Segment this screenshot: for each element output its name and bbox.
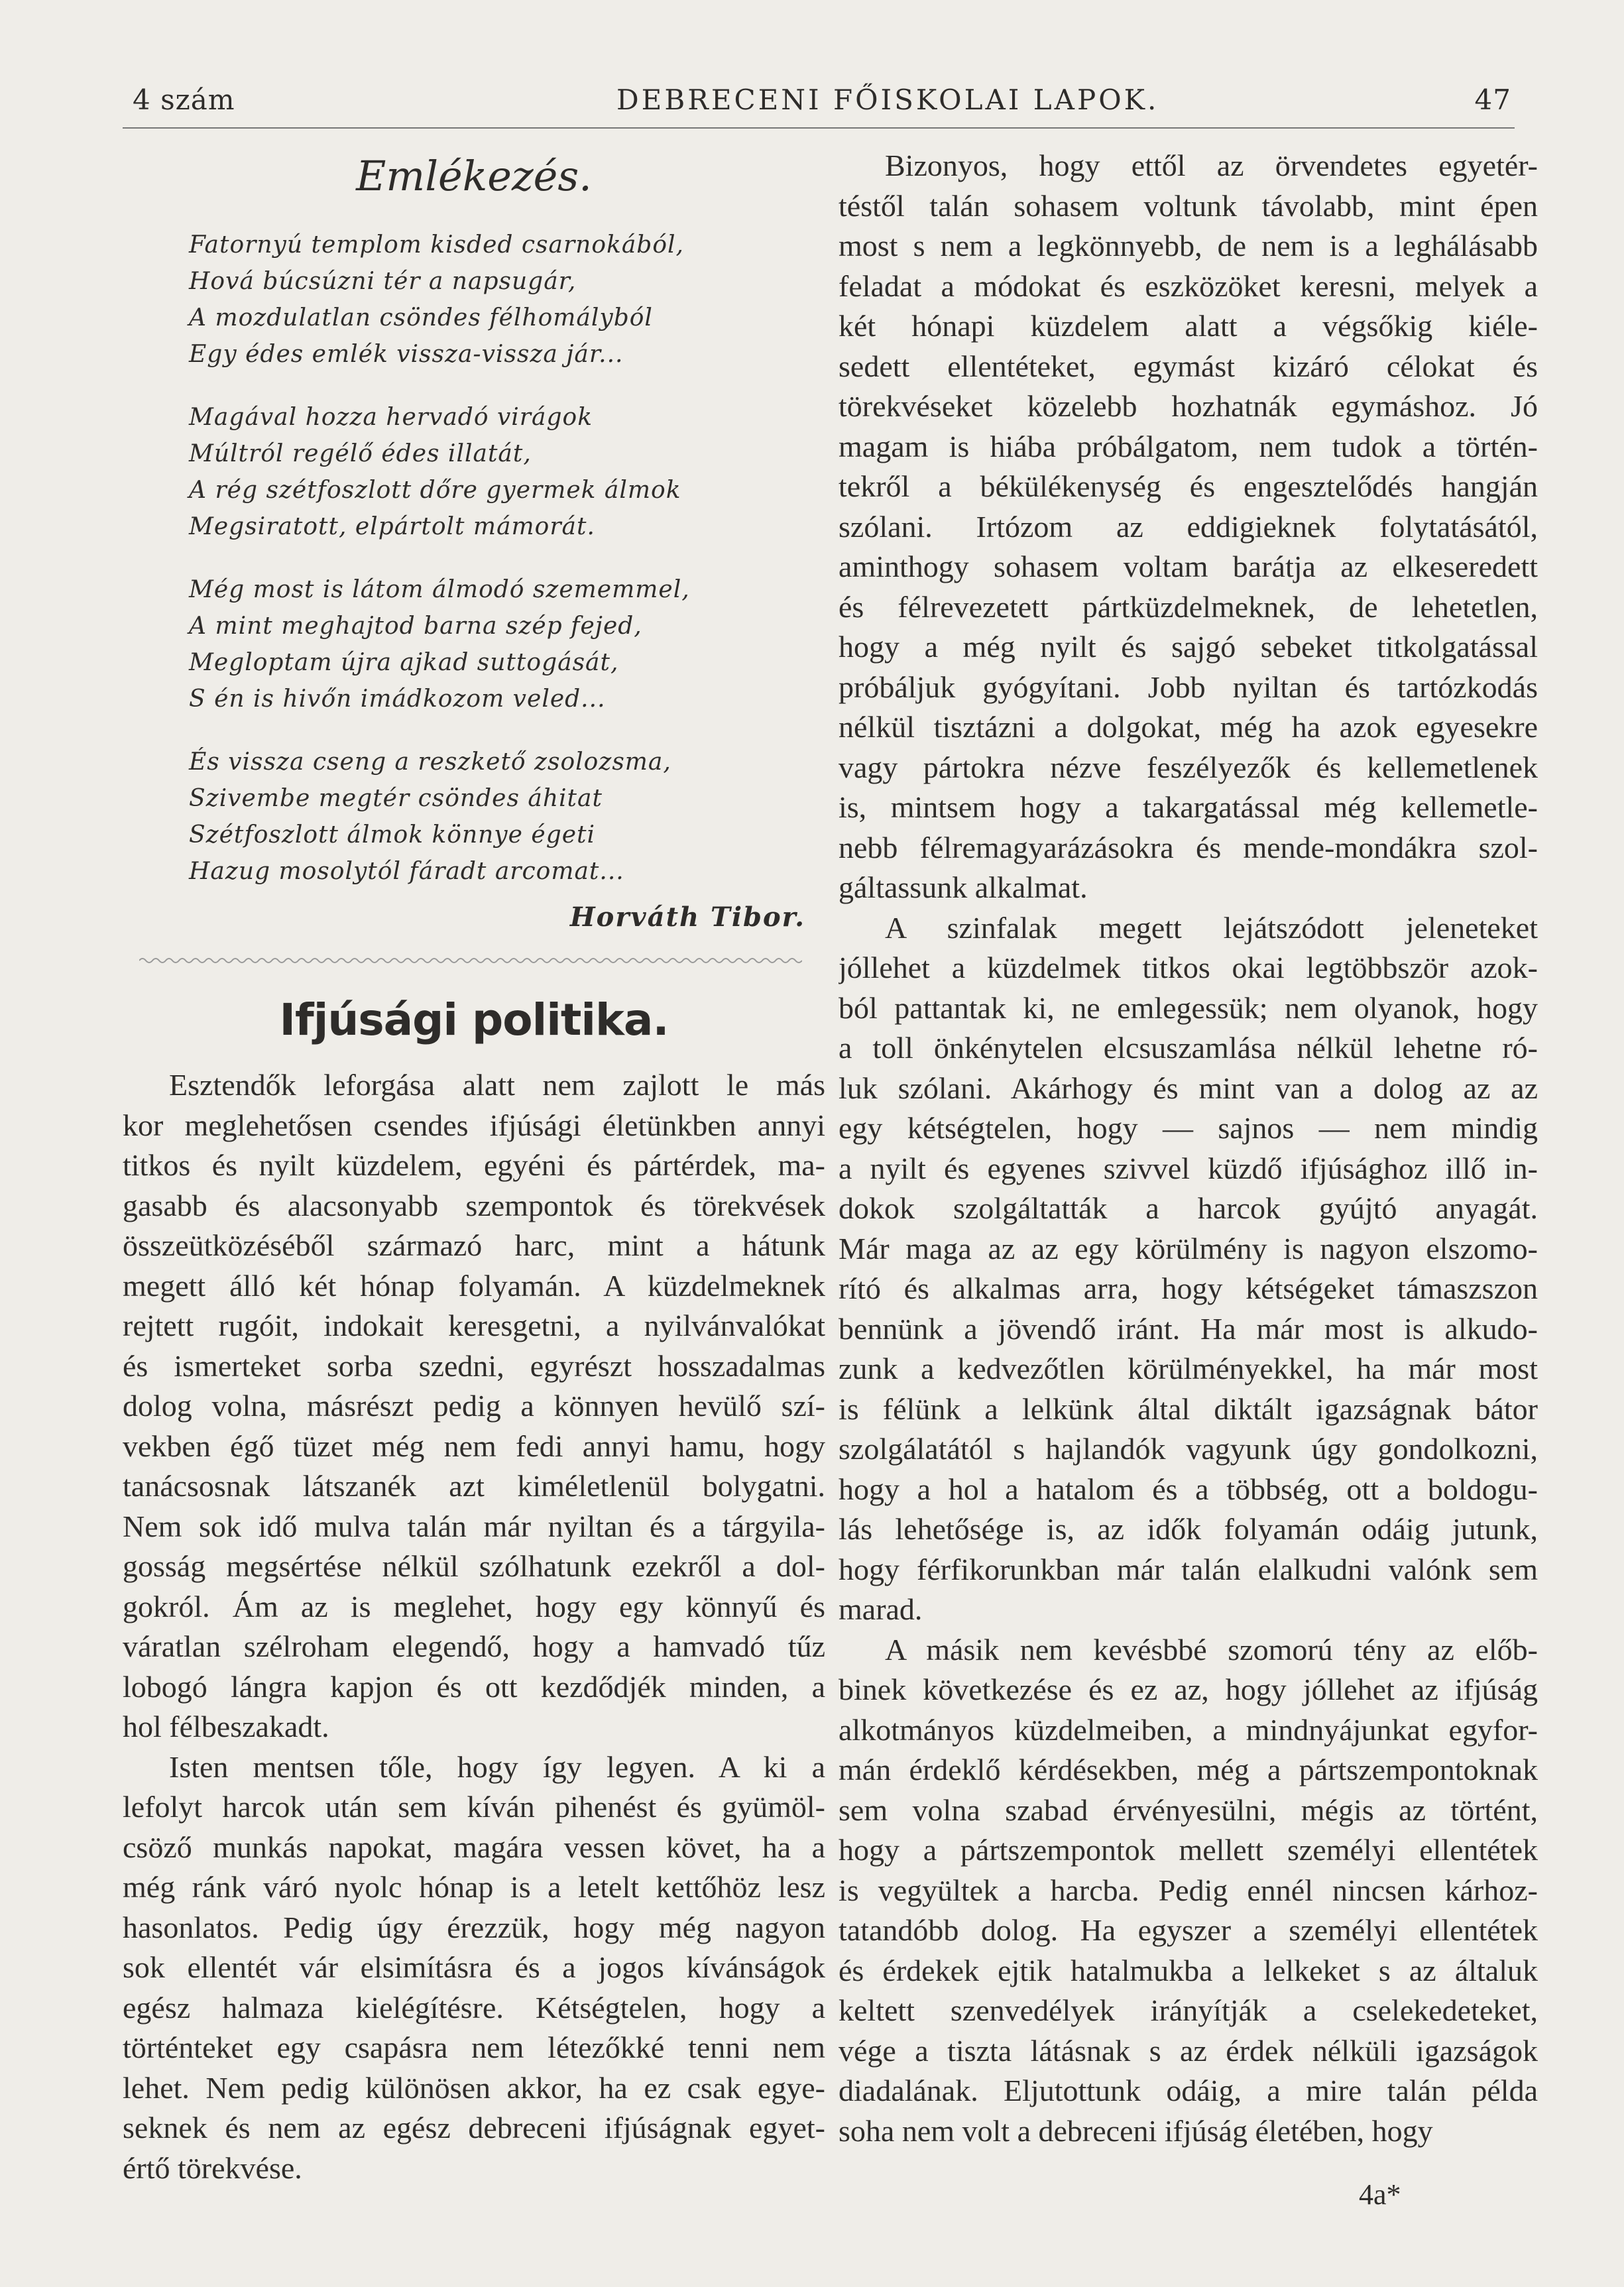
text-line: A szinfalak megett lejátszódott jeleneteket — [885, 910, 1538, 945]
text-line: magam is hiába próbálgatom, nem tudok a történ- — [839, 429, 1538, 463]
text-line: lás lehetősége is, az idők folyamán odáig jutunk, — [839, 1512, 1538, 1546]
text-line: összeütközéséből származó harc, mint a hátunk — [123, 1228, 825, 1262]
text-line: történteket egy csapásra nem létezőkké tenni nem — [123, 2030, 825, 2064]
text-line: keltett szenvedélyek irányítják a cselekedeteket, — [839, 1993, 1538, 2027]
text-line: soha nem volt a debreceni ifjúság életében, hogy — [839, 2113, 1433, 2148]
poem-stanza — [189, 744, 825, 890]
text-line: és félrevezetett pártküzdelmeknek, de lehetetlen, — [839, 589, 1538, 624]
text-line: vagy pártokra nézve feszélyezők és kellemetlenek — [839, 750, 1538, 784]
text-line: megett álló két hónap folyamán. A küzdelmeknek — [123, 1268, 825, 1303]
text-line: is félünk a lelkünk által diktált igazságnak bátor — [839, 1391, 1538, 1426]
paragraph — [123, 1747, 825, 2189]
signature-mark: 4a* — [1359, 2178, 1401, 2211]
poem-line: A mint meghajtod barna szép fejed, — [189, 613, 642, 640]
text-line: titkos és nyilt küzdelem, egyéni és pártérdek, ma- — [123, 1148, 825, 1182]
text-line: bennünk a jövendő iránt. Ha már most is alkudo- — [839, 1311, 1538, 1346]
text-line: diadalának. Eljutottunk odáig, a mire talán példa — [839, 2074, 1538, 2107]
paragraph — [839, 1630, 1538, 2152]
text-line: hogy a még nyilt és sajgó sebeket titkolgatással — [839, 630, 1538, 664]
poem-line: A rég szétfoszlott dőre gyermek álmok — [189, 477, 681, 504]
paragraph — [839, 908, 1538, 1630]
poem-line: És vissza cseng a reszkető zsolozsma, — [189, 748, 671, 776]
text-line: sok ellentét vár elsimításra és a jogos kívánságok — [123, 1950, 825, 1984]
text-line: jóllehet a küzdelmek titkos okai legtöbbször azok- — [839, 951, 1538, 984]
text-line: ból pattantak ki, ne emlegessük; nem olyanok, hogy — [839, 990, 1538, 1025]
poem-line: S én is hivőn imádkozom veled... — [189, 685, 606, 713]
text-line: két hónapi küzdelem alatt a végsőkig kiéle- — [839, 309, 1538, 343]
text-line: a toll önkénytelen elcsuszamlása nélkül lehetne ró- — [839, 1031, 1538, 1065]
poem-line: Múltról regélő édes illatát, — [189, 440, 532, 467]
text-line: vekben égő tüzet még nem fedi annyi hamu, hogy — [123, 1429, 825, 1463]
text-line: most s nem a legkönnyebb, de nem is a leghálásabb — [839, 229, 1538, 263]
article-title: Ifjúsági politika. — [279, 994, 669, 1045]
page-number: 47 — [1474, 84, 1511, 116]
poem-title: Emlékezés. — [356, 152, 592, 200]
text-line: seknek és nem az egész debreceni ifjúságnak egyet- — [123, 2111, 825, 2144]
text-line: és érdekek ejtik hatalmukba a lelkeket s az általuk — [839, 1953, 1538, 1987]
text-line: hasonlatos. Pedig úgy érezzük, hogy még nagyon — [123, 1910, 825, 1944]
text-line: szólani. Irtózom az eddigieknek folytatásától, — [839, 509, 1538, 544]
text-line: gáltassunk alkalmat. — [839, 870, 1088, 904]
paragraph — [123, 1065, 825, 1747]
article-body-left — [123, 1065, 825, 2188]
paragraph — [839, 146, 1538, 908]
poem-line: A mozdulatlan csöndes félhomályból — [189, 304, 653, 331]
text-line: nebb félremagyarázásokra és mende-mondákra szol- — [839, 830, 1538, 864]
text-line: hol félbeszakadt. — [123, 1710, 329, 1743]
text-line: zunk a kedvezőtlen körülményekkel, ha már most — [839, 1352, 1538, 1385]
poem-stanza — [189, 571, 825, 717]
text-line: is, mintsem hogy a takargatással még kellemetle- — [839, 790, 1538, 824]
text-line: sem volna szabad érvényesülni, mégis az történt, — [839, 1792, 1538, 1827]
poem-line: Még most is látom álmodó szememmel, — [189, 576, 690, 603]
poem-line: Szivembe megtér csöndes áhitat — [189, 785, 603, 812]
text-line: dolog volna, másrészt pedig a könnyen hevülő szí- — [123, 1389, 825, 1423]
text-line: sedett ellentéteket, egymást kizáró célokat és — [839, 349, 1538, 383]
text-line: vége a tiszta látásnak s az érdek nélküli igazságok — [839, 2033, 1538, 2068]
text-line: gosság megsértése nélkül szólhatunk ezekről a dol- — [123, 1549, 825, 1583]
text-line: szolgálatától s hajlandók vagyunk úgy gondolkozni, — [839, 1432, 1538, 1466]
text-line: feladat a módokat és eszközöket keresni, melyek a — [839, 268, 1538, 303]
text-line: hogy férfikorunkban már talán elalkudni valónk sem — [839, 1552, 1538, 1586]
text-line: téstől talán sohasem voltunk távolabb, mint épen — [839, 188, 1538, 223]
text-line: tekről a békülékenység és engesztelődés hangján — [839, 469, 1538, 503]
text-line: váratlan szélroham elegendő, hogy a hamvadó tűz — [123, 1629, 825, 1663]
text-line: is vegyültek a harcba. Pedig ennél nincsen kárhoz- — [839, 1873, 1538, 1907]
text-line: lehet. Nem pedig különösen akkor, ha ez csak egye- — [123, 2070, 825, 2105]
text-line: luk szólani. Akárhogy és mint van a dolog az az — [839, 1071, 1538, 1105]
text-line: gokról. Ám az is meglehet, hogy egy könnyű és — [123, 1589, 825, 1623]
text-line: A másik nem kevésbbé szomorú tény az előb- — [885, 1632, 1538, 1667]
text-line: Bizonyos, hogy ettől az örvendetes egyetér- — [885, 148, 1538, 182]
text-line: hogy a hol a hatalom és a többség, ott a boldogu- — [839, 1472, 1538, 1506]
poem-line: Fatornyú templom kisded csarnokából, — [189, 231, 684, 259]
text-line: lefolyt harcok után sem kíván pihenést és gyümöl- — [123, 1790, 825, 1824]
journal-title: DEBRECENI FŐISKOLAI LAPOK. — [616, 84, 1159, 116]
right-column — [839, 146, 1538, 2151]
text-line: kor meglehetősen csendes ifjúsági életünkben annyi — [123, 1108, 825, 1142]
text-line: Már maga az az egy körülmény is nagyon elszomo- — [839, 1231, 1538, 1265]
article-body-right — [839, 146, 1538, 2151]
text-line: tatandóbb dolog. Ha egyszer a személyi ellentétek — [839, 1913, 1538, 1947]
text-line: egész halmaza kielégítésre. Kétségtelen, hogy a — [123, 1990, 825, 2024]
text-line: aminthogy sohasem voltam barátja az elkeseredett — [839, 550, 1538, 583]
poem-line: Magával hozza hervadó virágok — [189, 404, 593, 431]
poem-line: Egy édes emlék vissza-vissza jár... — [189, 341, 624, 368]
text-line: egy kétségtelen, hogy — sajnos — nem mindig — [839, 1111, 1538, 1145]
text-line: nélkül tisztázni a dolgokat, még ha azok egyesekre — [839, 710, 1538, 744]
text-line: rító és alkalmas arra, hogy kétségeket támaszszon — [839, 1271, 1538, 1305]
poem-line: Megloptam újra ajkad suttogását, — [189, 649, 619, 676]
poem-stanza — [189, 399, 825, 545]
poem-stanza — [189, 227, 825, 373]
text-line: törekvéseket közelebb hozhatnák egymáshoz. Jó — [839, 389, 1538, 423]
text-line: és ismerteket sorba szedni, egyrészt hosszadalmas — [123, 1348, 825, 1383]
text-line: a nyilt és egyenes szivvel küzdő ifjúsághoz illő in- — [839, 1151, 1538, 1185]
issue-number: 4 szám — [133, 84, 235, 116]
text-line: Esztendők leforgása alatt nem zajlott le más — [169, 1068, 825, 1102]
text-line: alkotmányos küzdelmeiben, a mindnyájunkat egyfor- — [839, 1712, 1538, 1747]
text-line: Isten mentsen tőle, hogy így legyen. A ki a — [169, 1749, 825, 1784]
text-line: rejtett rugóit, indokait keresgetni, a nyilvánvalókat — [123, 1309, 825, 1342]
poem-line: Megsiratott, elpártolt mámorát. — [189, 513, 595, 540]
text-line: dokok szolgáltatták a harcok gyújtó anyagát. — [839, 1191, 1538, 1225]
header-rule — [123, 127, 1515, 129]
wavy-divider — [139, 956, 802, 965]
poem-line: Hazug mosolytól fáradt arcomat... — [189, 858, 624, 885]
text-line: még ránk váró nyolc hónap is a letelt kettőhöz lesz — [123, 1870, 825, 1904]
text-line: csöző munkás napokat, magára vessen követ, ha a — [123, 1830, 825, 1864]
text-line: próbáljuk gyógyítani. Jobb nyiltan és tartózkodás — [839, 670, 1538, 704]
text-line: mán érdeklő kérdésekben, még a pártszempontoknak — [839, 1753, 1538, 1787]
text-line: binek következése és ez az, hogy jóllehet az ifjúság — [839, 1672, 1538, 1706]
poem-line: Hová búcsúzni tér a napsugár, — [189, 268, 577, 295]
text-line: gasabb és alacsonyabb szempontok és törekvések — [123, 1188, 825, 1222]
running-header — [126, 78, 1518, 125]
text-line: lobogó lángra kapjon és ott kezdődjék minden, a — [123, 1669, 825, 1704]
text-line: értő törekvése. — [123, 2150, 302, 2185]
poem-author: Horváth Tibor. — [569, 902, 805, 933]
poem-body — [123, 227, 825, 890]
text-line: tanácsosnak látszanék azt kiméletlenül bolygatni. — [123, 1469, 825, 1503]
poem-line: Szétfoszlott álmok könnye égeti — [189, 821, 596, 849]
text-line: marad. — [839, 1592, 923, 1626]
text-line: hogy a pártszempontok mellett személyi ellentétek — [839, 1833, 1538, 1867]
text-line: Nem sok idő mulva talán már nyiltan és a tárgyila- — [123, 1509, 825, 1543]
left-column — [123, 143, 825, 2188]
